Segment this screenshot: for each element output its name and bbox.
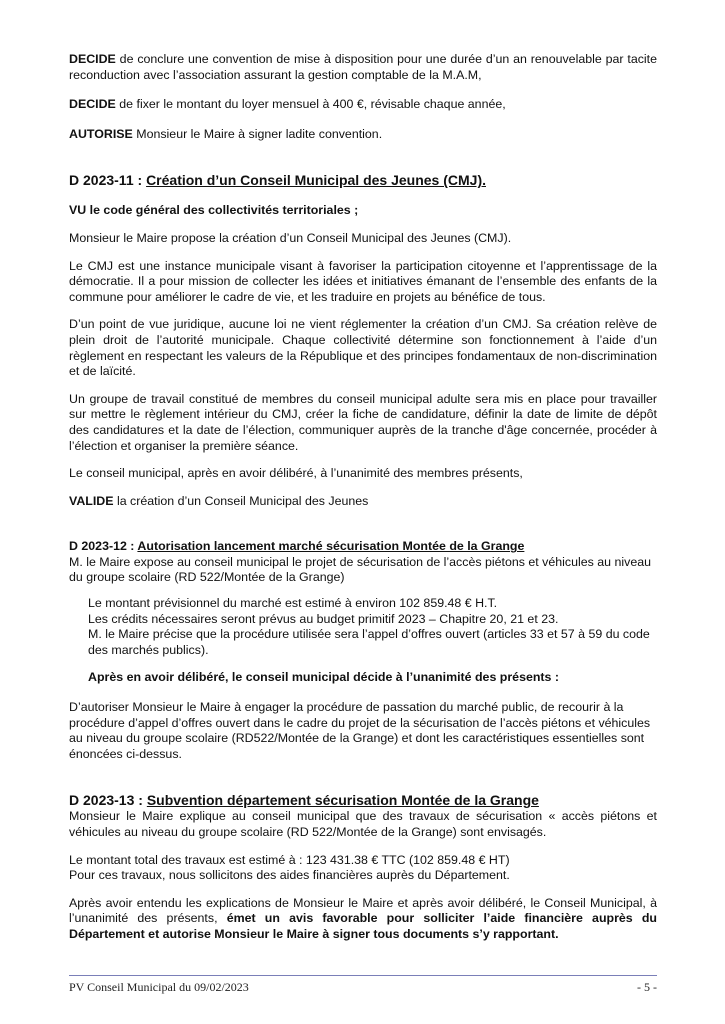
d11-paragraph-3: D’un point de vue juridique, aucune loi ne vient réglementer la création d’un CMJ. Sa création relève de plein droit de l’autorité municipale. Chaque collectivité détermine son fonctionnement à l’aide d’un règlement en respectant les valeurs de la République et des principes fondamentaux de non-discrimination et de laïcité. bbox=[69, 317, 657, 379]
d12-line-3: M. le Maire précise que la procédure utilisée sera l’appel d’offres ouvert (articles 33 et 57 à 59 du code des marchés publics). bbox=[88, 627, 650, 657]
d11-paragraph-4: Un groupe de travail constitué de membres du conseil municipal adulte sera mis en place pour travailler sur mettre le règlement intérieur du CMJ, créer la fiche de candidature, définir la date de limite de dépôt des candidatures et la date de l’élection, communiquer auprès de la tranche d'âge concernée, procéder à l’élection et organiser la première séance. bbox=[69, 391, 657, 453]
decide-convention-paragraph bbox=[69, 52, 657, 83]
keyword-valide: VALIDE bbox=[69, 493, 114, 508]
deliberation-number: D 2023-11 : bbox=[69, 172, 147, 189]
d11-paragraph-5: Le conseil municipal, après en avoir délibéré, à l’unanimité des membres présents, bbox=[69, 466, 523, 481]
deliberation-title: Autorisation lancement marché sécurisation Montée de la Grange bbox=[137, 539, 525, 554]
d12-paragraph-1: M. le Maire expose au conseil municipal le projet de sécurisation de l’accès piétons et véhicules au niveau du groupe scolaire (RD 522/Montée de la Grange) bbox=[69, 554, 651, 585]
d13-paragraph-2a: Le montant total des travaux est estimé à : 123 431.38 € TTC (102 859.48 € HT) bbox=[69, 852, 510, 867]
footer-title: PV Conseil Municipal du 09/02/2023 bbox=[69, 980, 249, 994]
deliberation-number: D 2023-13 : bbox=[69, 792, 147, 809]
d12-indented-block bbox=[69, 596, 657, 686]
valide-paragraph bbox=[69, 494, 657, 510]
d12-paragraph-2: D’autoriser Monsieur le Maire à engager la procédure de passation du marché public, de recourir à la procédure d’appel d’offres ouvert dans le cadre du projet de la sécurisation de l’accès piétons et véhicules au niveau du groupe scolaire (RD522/Montée de la Grange) et dont les caractéristiques essentielles sont énoncées ci-dessus. bbox=[69, 700, 651, 761]
keyword-decide: DECIDE bbox=[69, 97, 116, 112]
d2023-13-heading bbox=[69, 792, 657, 809]
d12-line-1: Le montant prévisionnel du marché est estimé à environ 102 859.48 € H.T. bbox=[88, 596, 498, 611]
d11-paragraph-1: Monsieur le Maire propose la création d’un Conseil Municipal des Jeunes (CMJ). bbox=[69, 230, 512, 245]
deliberation-title: Création d’un Conseil Municipal des Jeunes (CMJ). bbox=[146, 172, 486, 189]
d2023-11-heading bbox=[69, 172, 657, 189]
deliberation-title: Subvention département sécurisation Montée de la Grange bbox=[146, 792, 539, 809]
document-body bbox=[69, 52, 657, 943]
paragraph-text: Monsieur le Maire à signer ladite convention. bbox=[132, 126, 383, 141]
d13-paragraph-1: Monsieur le Maire explique au conseil municipal que des travaux de sécurisation « accès piétons et véhicules au niveau du groupe scolaire (RD 522/Montée de la Grange) sont envisagés. bbox=[69, 809, 657, 839]
d13-paragraph-2b: Pour ces travaux, nous sollicitons des aides financières auprès du Département. bbox=[69, 868, 510, 883]
footer-divider bbox=[69, 975, 657, 976]
keyword-autorise: AUTORISE bbox=[69, 126, 133, 141]
vu-cgct: VU le code général des collectivités territoriales ; bbox=[69, 203, 359, 218]
d12-line-2: Les crédits nécessaires seront prévus au budget primitif 2023 – Chapitre 20, 21 et 23. bbox=[88, 611, 559, 626]
decide-loyer-paragraph bbox=[69, 97, 657, 113]
d13-paragraph-3 bbox=[69, 896, 657, 943]
keyword-decide: DECIDE bbox=[69, 52, 116, 66]
paragraph-text: Après avoir entendu les explications de Monsieur le Maire et après avoir délibéré, le Conseil Municipal, à l’unanimité des présents, bbox=[69, 895, 657, 926]
paragraph-text: de fixer le montant du loyer mensuel à 400 €, révisable chaque année, bbox=[115, 97, 506, 112]
d13-bold-decision: émet un avis favorable pour solliciter l’aide financière auprès du Département et autorise Monsieur le Maire à signer tous documents s’y rapportant. bbox=[69, 911, 657, 941]
d12-decision: Après en avoir délibéré, le conseil municipal décide à l’unanimité des présents : bbox=[88, 670, 560, 685]
paragraph-text: la création d’un Conseil Municipal des Jeunes bbox=[113, 493, 369, 508]
paragraph-text: de conclure une convention de mise à disposition pour une durée d’un an renouvelable par tacite reconduction avec l’association assurant la gestion comptable de la M.A.M, bbox=[69, 52, 657, 82]
deliberation-number: D 2023-12 : bbox=[69, 539, 138, 554]
page-number: - 5 - bbox=[637, 980, 657, 994]
d2023-12-heading bbox=[69, 539, 657, 555]
autorise-paragraph bbox=[69, 127, 657, 143]
d11-paragraph-2: Le CMJ est une instance municipale visant à favoriser la participation citoyenne et l’apprentissage de la démocratie. Il a pour mission de collecter les idées et initiatives émanant de l’ensemble des enfants de la commune pour améliorer le cadre de vie, et les traduire en projets au bénéfice de tous. bbox=[69, 258, 657, 304]
